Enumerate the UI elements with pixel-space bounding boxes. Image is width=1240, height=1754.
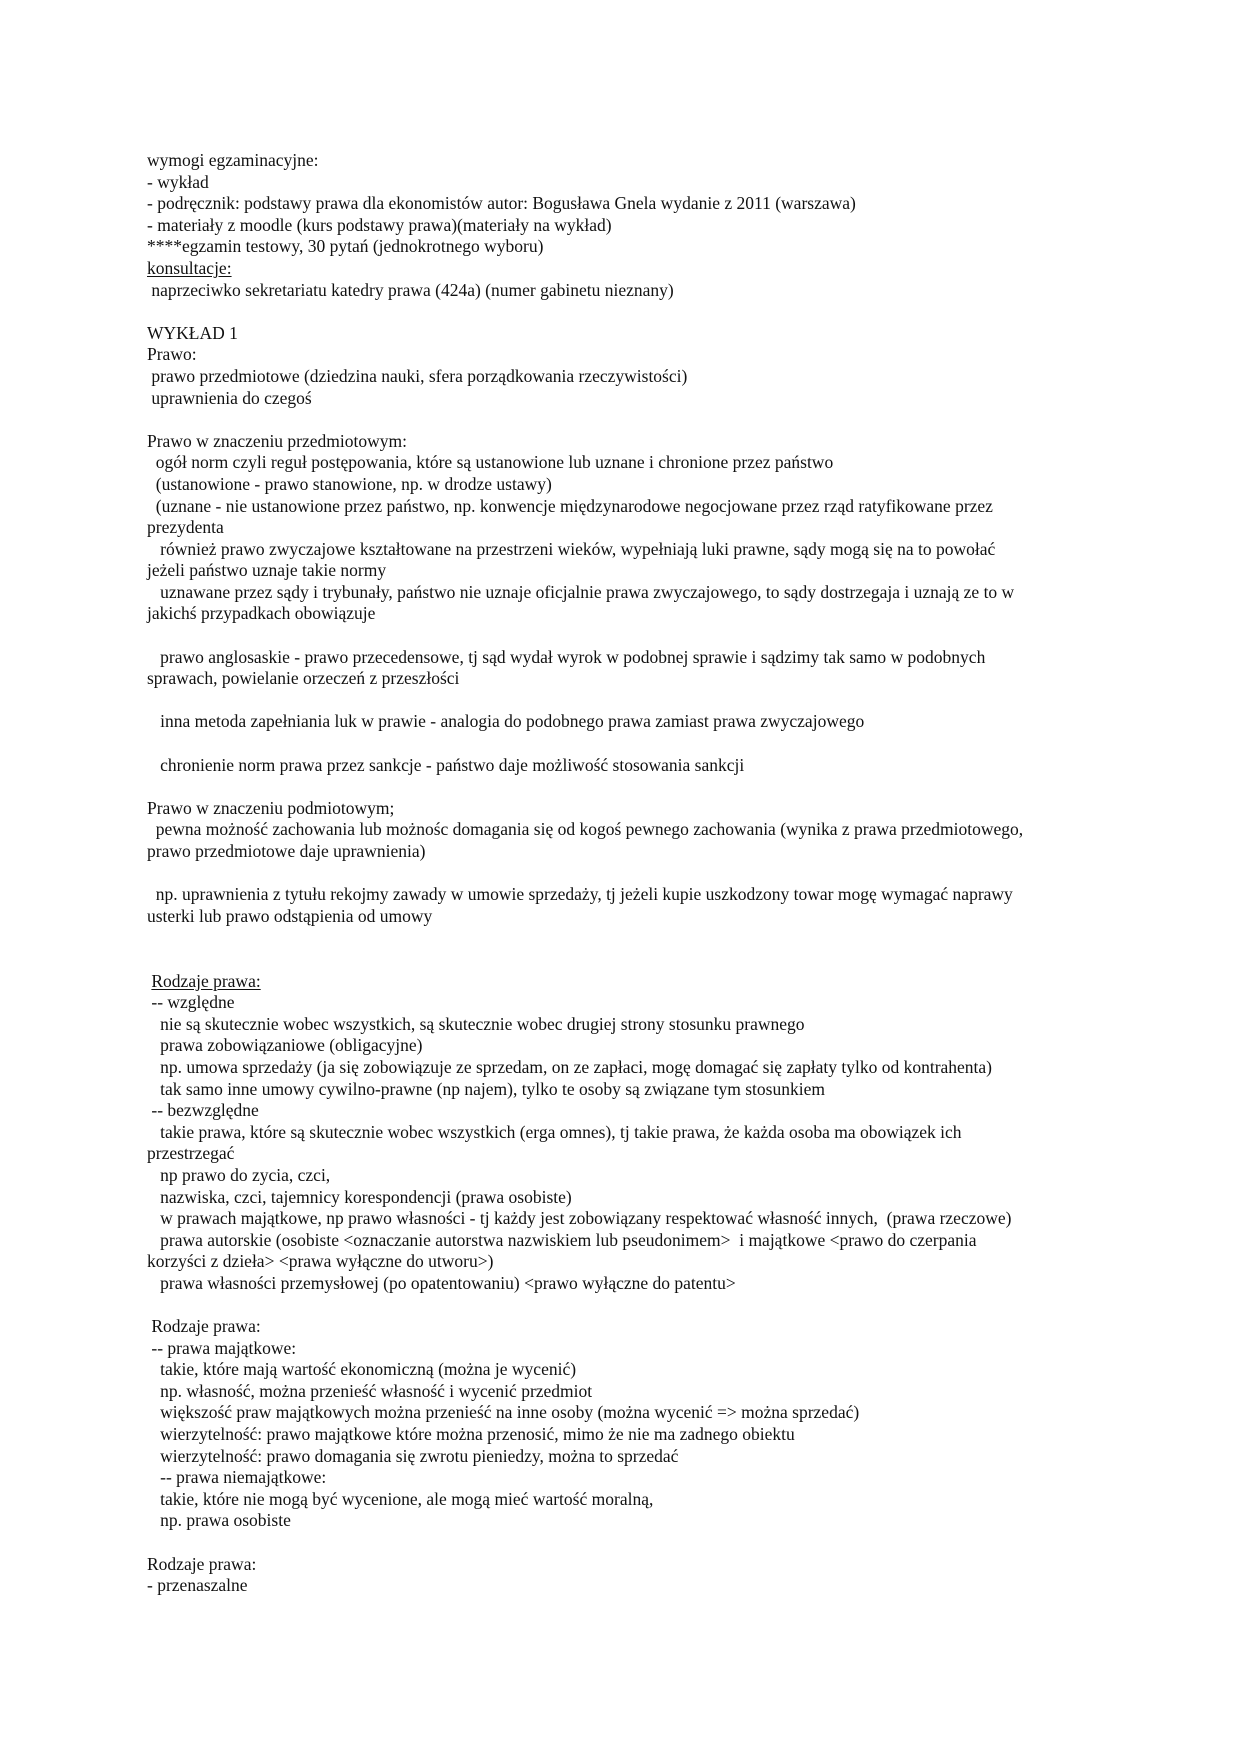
text-line: jeżeli państwo uznaje takie normy bbox=[147, 560, 387, 581]
text-line: np. prawa osobiste bbox=[147, 1510, 291, 1531]
text-line: wierzytelność: prawo majątkowe które można przenosić, mimo że nie ma zadnego obiektu bbox=[147, 1424, 795, 1445]
text-line: nazwiska, czci, tajemnicy korespondencji (prawa osobiste) bbox=[147, 1186, 572, 1207]
text-line: - przenaszalne bbox=[147, 1575, 248, 1596]
text-line: prawo przedmiotowe (dziedzina nauki, sfera porządkowania rzeczywistości) bbox=[147, 365, 688, 386]
text-line: jakichś przypadkach obowiązuje bbox=[147, 603, 376, 624]
text-line: korzyści z dzieła> <prawa wyłączne do utworu>) bbox=[147, 1251, 494, 1272]
text-line: prawo przedmiotowe daje uprawnienia) bbox=[147, 841, 426, 861]
text-line: -- względne bbox=[147, 992, 235, 1013]
text-line: -- bezwzględne bbox=[147, 1100, 259, 1121]
text-line: -- prawa niemajątkowe: bbox=[147, 1467, 327, 1488]
spacer bbox=[147, 733, 1092, 755]
text-line: chronienie norm prawa przez sankcje - państwo daje możliwość stosowania sankcji bbox=[147, 754, 745, 775]
text-line: wierzytelność: prawo domagania się zwrotu pieniedzy, można to sprzedać bbox=[147, 1445, 679, 1466]
spacer bbox=[147, 927, 1092, 949]
spacer bbox=[147, 863, 1092, 885]
document-body bbox=[147, 150, 1092, 1597]
text-line: w prawach majątkowe, np prawo własności - tj każdy jest zobowiązany respektować własność innych, (prawa rzeczowe) bbox=[147, 1208, 1012, 1229]
text-line: np. własność, można przenieść własność i wycenić przedmiot bbox=[147, 1380, 593, 1401]
text-line: -- prawa majątkowe: bbox=[147, 1337, 297, 1358]
text-line: prawa zobowiązaniowe (obligacyjne) bbox=[147, 1035, 423, 1056]
spacer bbox=[147, 625, 1092, 647]
section-heading bbox=[147, 971, 1092, 993]
section-heading: Rodzaje prawa: bbox=[147, 1553, 257, 1574]
text-line: np prawo do zycia, czci, bbox=[147, 1164, 331, 1185]
text-line: takie prawa, które są skutecznie wobec wszystkich (erga omnes), tj takie prawa, że każda osoba ma obowiązek ich bbox=[147, 1121, 962, 1142]
text-line: prawa autorskie (osobiste <oznaczanie autorstwa nazwiskiem lub pseudonimem> i majątkowe <prawo do czerpania bbox=[147, 1229, 977, 1250]
text-line: ****egzamin testowy, 30 pytań (jednokrotnego wyboru) bbox=[147, 236, 544, 257]
text-line: - materiały z moodle (kurs podstawy prawa)(materiały na wykład) bbox=[147, 214, 612, 235]
section-heading: Rodzaje prawa: bbox=[147, 1316, 261, 1337]
text-line: (uznane - nie ustanowione przez państwo, np. konwencje międzynarodowe negocjowane przez rząd ratyfikowane przez bbox=[147, 495, 993, 516]
spacer bbox=[147, 949, 1092, 971]
text-line: prawo anglosaskie - prawo przecedensowe, tj sąd wydał wyrok w podobnej sprawie i sądzimy tak samo w podobnych bbox=[147, 646, 986, 667]
text-line: - podręcznik: podstawy prawa dla ekonomistów autor: Bogusława Gnela wydanie z 2011 (warszawa) bbox=[147, 193, 856, 214]
text-line: tak samo inne umowy cywilno-prawne (np najem), tylko te osoby są związane tym stosunkiem bbox=[147, 1078, 825, 1099]
consultation-heading: konsultacje: bbox=[147, 257, 232, 278]
text-line: takie, które mają wartość ekonomiczną (można je wycenić) bbox=[147, 1359, 577, 1380]
text-line: prawa własności przemysłowej (po opatentowaniu) <prawo wyłączne do patentu> bbox=[147, 1272, 736, 1293]
spacer bbox=[147, 301, 1092, 323]
text-line: przestrzegać bbox=[147, 1143, 235, 1164]
spacer bbox=[147, 690, 1092, 712]
spacer bbox=[147, 409, 1092, 431]
text-line: sprawach, powielanie orzeczeń z przeszłości bbox=[147, 668, 460, 689]
text-line: uprawnienia do czegoś bbox=[147, 387, 312, 408]
text-line: wymogi egzaminacyjne: bbox=[147, 150, 319, 170]
text-line: pewna możność zachowania lub możnośc domagania się od kogoś pewnego zachowania (wynika z prawa przedmiotowego, bbox=[147, 819, 1024, 840]
spacer bbox=[147, 1294, 1092, 1316]
text-line: większość praw majątkowych można przenieść na inne osoby (można wycenić => można sprzedać) bbox=[147, 1402, 860, 1423]
text-line: (ustanowione - prawo stanowione, np. w drodze ustawy) bbox=[147, 473, 552, 494]
text-line: inna metoda zapełniania luk w prawie - analogia do podobnego prawa zamiast prawa zwyczajowego bbox=[147, 711, 865, 732]
text-line: prezydenta bbox=[147, 517, 224, 538]
section-heading: Prawo w znaczeniu podmiotowym; bbox=[147, 797, 395, 818]
lecture-title: WYKŁAD 1 bbox=[147, 322, 238, 343]
spacer bbox=[147, 1532, 1092, 1554]
text-line: takie, które nie mogą być wycenione, ale mogą mieć wartość moralną, bbox=[147, 1488, 654, 1509]
text-line: uznawane przez sądy i trybunały, państwo nie uznaje oficjalnie prawa zwyczajowego, to sądy dostrzegaja i uznają ze to w bbox=[147, 581, 1015, 602]
text-line: np. uprawnienia z tytułu rekojmy zawady w umowie sprzedaży, tj jeżeli kupie uszkodzony towar mogę wymagać naprawy bbox=[147, 884, 1013, 905]
types-heading: Rodzaje prawa: bbox=[151, 970, 261, 991]
text-line: np. umowa sprzedaży (ja się zobowiązuje ze sprzedam, on ze zapłaci, mogę domagać się zapłaty tylko od kontrahenta) bbox=[147, 1056, 993, 1077]
text-line: - wykład bbox=[147, 171, 209, 192]
spacer bbox=[147, 776, 1092, 798]
text-line: Prawo: bbox=[147, 344, 197, 365]
text-line: również prawo zwyczajowe kształtowane na przestrzeni wieków, wypełniają luki prawne, sądy mogą się na to powołać bbox=[147, 538, 996, 559]
section-heading: Prawo w znaczeniu przedmiotowym: bbox=[147, 430, 407, 451]
text-line: nie są skutecznie wobec wszystkich, są skutecznie wobec drugiej strony stosunku prawnego bbox=[147, 1013, 805, 1034]
text-line: ogół norm czyli reguł postępowania, które są ustanowione lub uznane i chronione przez państwo bbox=[147, 452, 834, 473]
text-line: naprzeciwko sekretariatu katedry prawa (424a) (numer gabinetu nieznany) bbox=[147, 279, 674, 300]
text-line: usterki lub prawo odstąpienia od umowy bbox=[147, 905, 433, 926]
